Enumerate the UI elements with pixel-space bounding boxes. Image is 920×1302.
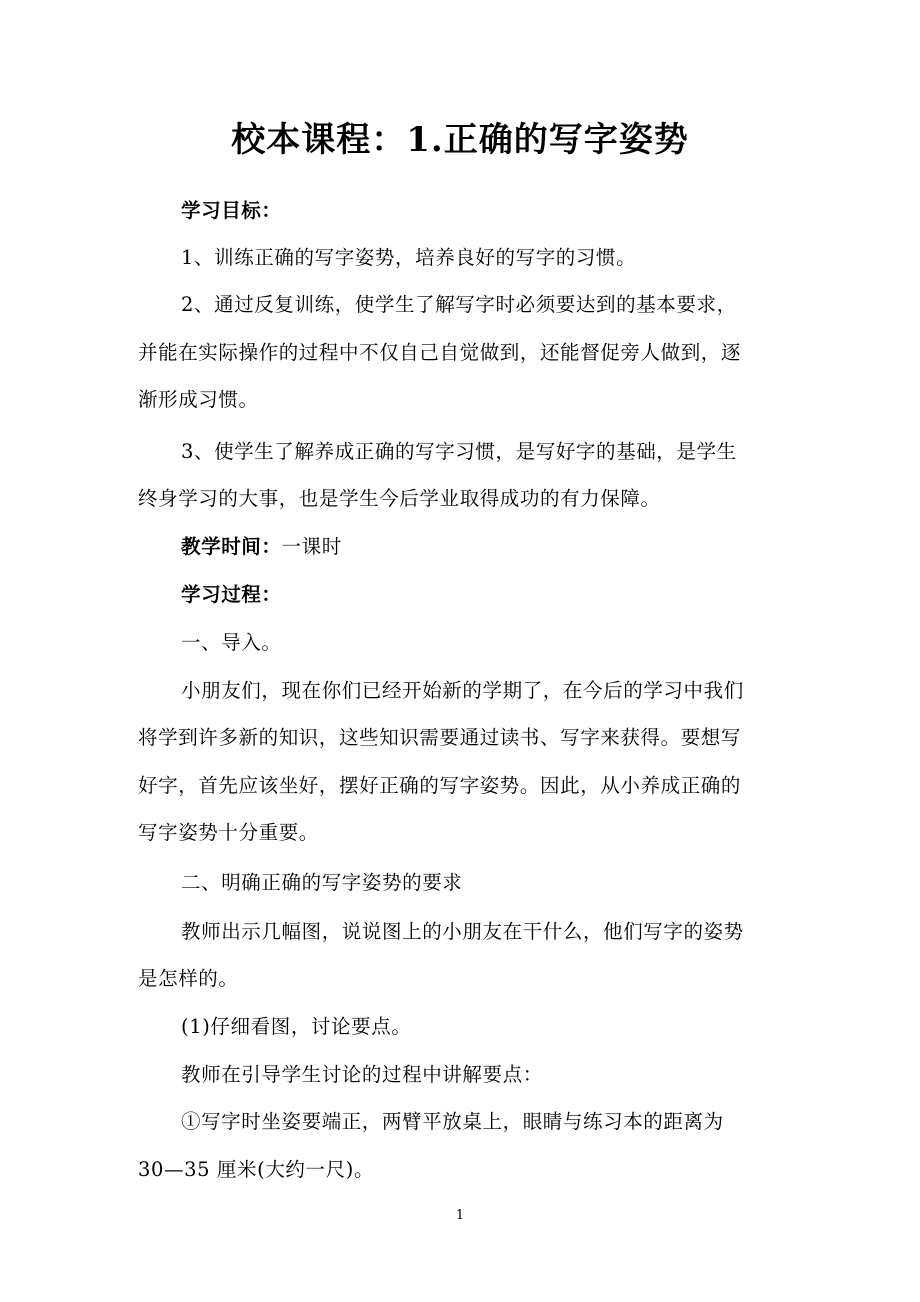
para-4: 教师在引导学生讨论的过程中讲解要点： xyxy=(181,1063,543,1086)
teaching-time-value: 一课时 xyxy=(281,535,342,558)
para-1-line-2: 将学到许多新的知识，这些知识需要通过读书、写字来获得。要想写 xyxy=(138,726,742,749)
goal-2-line-2: 并能在实际操作的过程中不仅自己自觉做到，还能督促旁人做到，逐 xyxy=(138,341,742,364)
process-heading: 学习过程： xyxy=(181,583,282,606)
teaching-time-label: 教学时间： xyxy=(181,535,282,558)
para-3: (1)仔细看图，讨论要点。 xyxy=(181,1015,412,1038)
para-2-line-1: 教师出示几幅图，说说图上的小朋友在干什么，他们写字的姿势 xyxy=(181,920,744,943)
para-5-line-1: ①写字时坐姿要端正，两臂平放桌上，眼睛与练习本的距离为 xyxy=(181,1110,724,1133)
goal-3-line-2: 终身学习的大事，也是学生今后学业取得成功的有力保障。 xyxy=(138,487,661,510)
para-5-line-2: 30—35 厘米(大约一尺)。 xyxy=(138,1158,375,1181)
para-1-line-4: 写字姿势十分重要。 xyxy=(138,821,319,844)
para-2-line-2: 是怎样的。 xyxy=(138,967,239,990)
section-1-heading: 一、导入。 xyxy=(181,631,282,654)
goal-2-line-1: 2、通过反复训练，使学生了解写字时必须要达到的基本要求， xyxy=(181,293,737,316)
page-number: 1 xyxy=(455,1208,465,1223)
goals-heading: 学习目标： xyxy=(181,199,282,222)
teaching-time xyxy=(181,532,841,562)
goal-1: 1、训练正确的写字姿势，培养良好的写字的习惯。 xyxy=(181,246,637,269)
section-2-heading: 二、明确正确的写字姿势的要求 xyxy=(181,871,463,894)
para-1-line-3: 好字，首先应该坐好，摆好正确的写字姿势。因此，从小养成正确的 xyxy=(138,774,742,797)
document-title: 校本课程：1.正确的写字姿势 xyxy=(231,120,689,160)
goal-3-line-1: 3、使学生了解养成正确的写字习惯，是写好字的基础，是学生 xyxy=(181,440,737,463)
goal-2-line-3: 渐形成习惯。 xyxy=(138,388,259,411)
para-1-line-1: 小朋友们，现在你们已经开始新的学期了，在今后的学习中我们 xyxy=(181,679,744,702)
